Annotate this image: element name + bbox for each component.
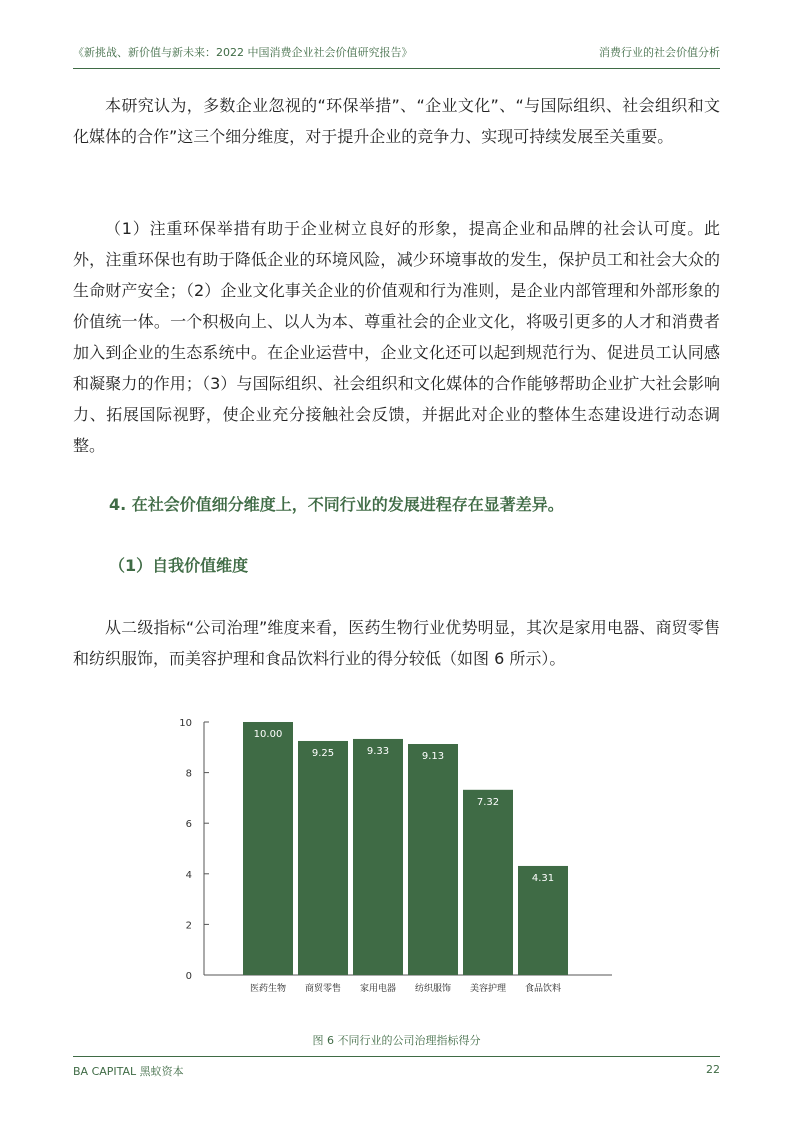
bar — [408, 744, 458, 975]
y-tick-label: 10 — [179, 718, 192, 729]
x-tick-label: 商贸零售 — [304, 984, 342, 994]
y-tick-label: 8 — [185, 768, 192, 780]
x-tick-label: 美容护理 — [469, 984, 507, 994]
bar — [353, 739, 403, 975]
page-header — [73, 44, 720, 62]
data-label: 9.25 — [311, 747, 335, 759]
x-tick-label: 纺织服饰 — [414, 984, 452, 994]
subsection-heading: （1）自我价值维度 — [109, 556, 249, 575]
paragraph-dimensions: （1）注重环保举措有助于企业树立良好的形象，提高企业和品牌的社会认可度。此外，注重环保也有助于降低企业的环境风险，减少环境事故的发生，保护员工和社会大众的生命财产安全；（2）企业文化事关企业的价值观和行为准则，是企业内部管理和外部形象的价值统一体。一个积极向上、以人为本、尊重社会的企业文化，将吸引更多的人才和消费者加入到企业的生态系统中。在企业运营中，企业文化还可以起到规范行为、促进员工认同感和凝聚力的作用；（3）与国际组织、社会组织和文化媒体的合作能够帮助企业扩大社会影响力、拓展国际视野，使企业充分接触社会反馈，并据此对企业的整体生态建设进行动态调整。 — [73, 219, 720, 455]
y-tick-label: 0 — [185, 971, 192, 982]
data-label: 4.31 — [531, 872, 555, 884]
header-divider — [73, 68, 720, 69]
y-tick-label: 6 — [185, 819, 192, 831]
figure-caption: 图 6 不同行业的公司治理指标得分 — [312, 1034, 481, 1047]
paragraph-governance: 从二级指标“公司治理”维度来看，医药生物行业优势明显，其次是家用电器、商贸零售和纺织服饰，而美容护理和食品饮料行业的得分较低（如图 6 所示）。 — [73, 618, 720, 668]
x-tick-label: 医药生物 — [249, 984, 287, 994]
y-tick-label: 4 — [185, 869, 192, 881]
bar — [243, 722, 293, 975]
bar — [463, 790, 513, 975]
brand-name: BA CAPITAL 黑蚁资本 — [73, 1065, 184, 1078]
report-title: 《新挑战、新价值与新未来：2022 中国消费企业社会价值研究报告》 — [73, 46, 413, 59]
data-label: 7.32 — [476, 796, 500, 808]
bar-chart — [160, 705, 630, 1010]
section-title: 消费行业的社会价值分析 — [599, 46, 720, 59]
bar — [298, 741, 348, 975]
x-tick-label: 家用电器 — [359, 984, 397, 994]
page-number: 22 — [706, 1063, 720, 1076]
paragraph-intro: 本研究认为，多数企业忽视的“环保举措”、“企业文化”、“与国际组织、社会组织和文化媒体的合作”这三个细分维度，对于提升企业的竞争力、实现可持续发展至关重要。 — [73, 96, 720, 146]
data-label: 9.33 — [366, 745, 390, 757]
y-tick-label: 2 — [185, 920, 192, 932]
x-tick-label: 食品饮料 — [524, 984, 562, 994]
data-label: 10.00 — [253, 729, 283, 740]
data-label: 9.13 — [421, 751, 445, 763]
footer-divider — [73, 1056, 720, 1057]
section-heading: 4. 在社会价值细分维度上，不同行业的发展进程存在显著差异。 — [109, 495, 564, 514]
